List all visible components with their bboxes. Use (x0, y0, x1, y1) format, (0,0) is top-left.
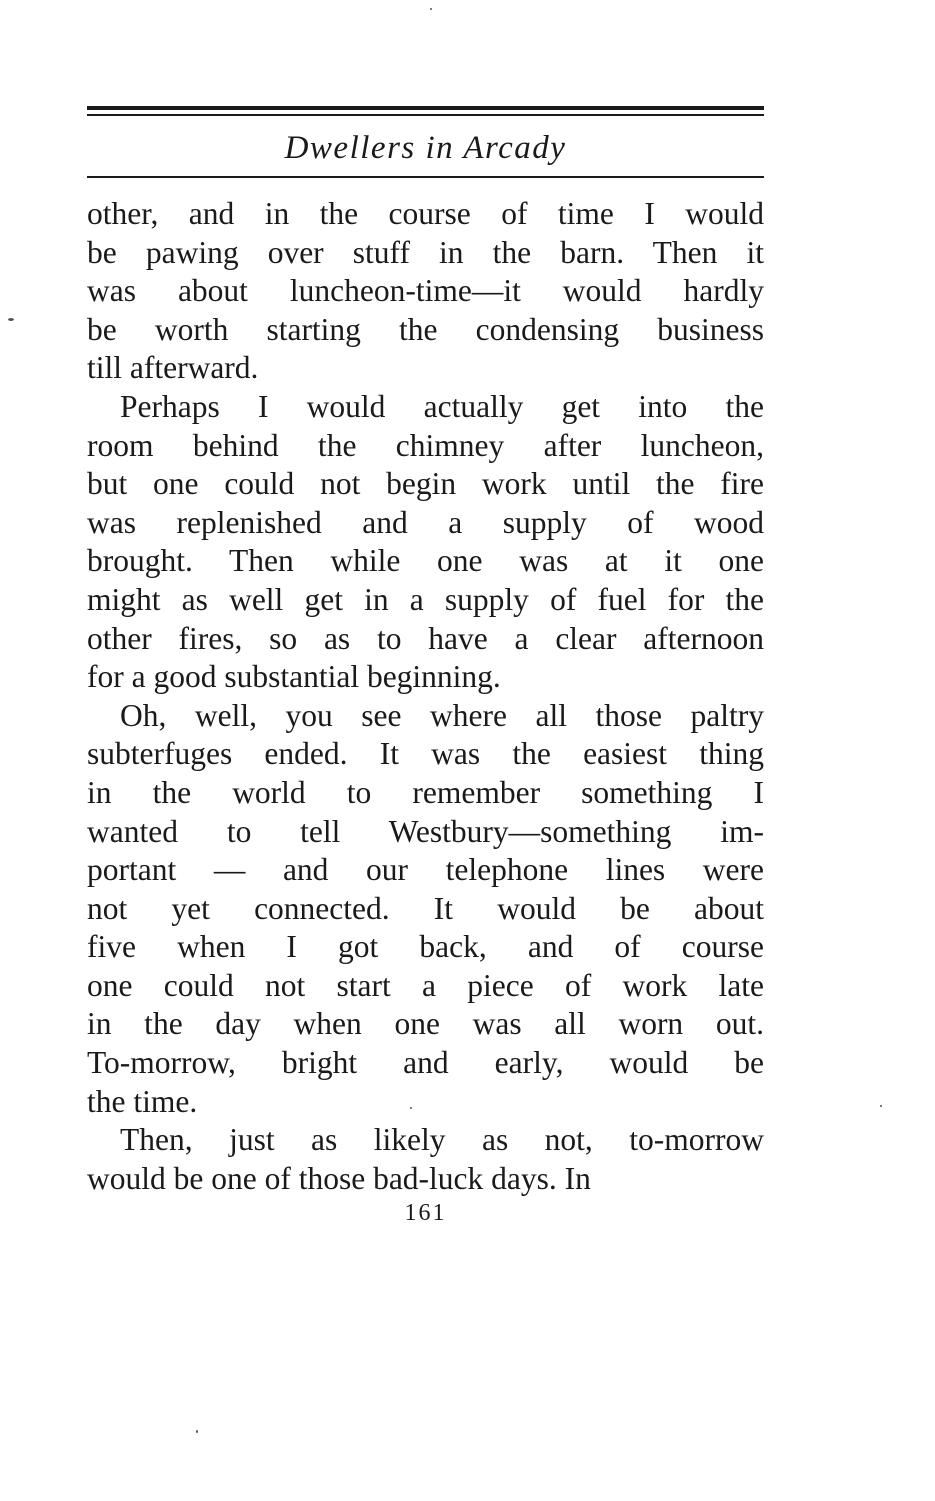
text-line: would be one of those bad-luck days. In (87, 1160, 591, 1196)
text-line: was replenished and a supply of wood (87, 504, 764, 540)
body-text (87, 195, 764, 1198)
text-line: portant — and our telephone lines were (87, 852, 764, 888)
paragraph (87, 195, 764, 388)
text-line: brought. Then while one was at it one (87, 543, 764, 579)
text-line: for a good substantial beginning. (87, 659, 501, 695)
text-line: might as well get in a supply of fuel for the (87, 581, 764, 617)
text-line: be pawing over stuff in the barn. Then it (87, 234, 764, 270)
text-line: the time. (87, 1083, 198, 1119)
text-line: be worth starting the condensing business (87, 311, 764, 347)
text-line: room behind the chimney after luncheon, (87, 427, 764, 463)
running-head: Dwellers in Arcady (284, 130, 567, 166)
text-line: in the world to remember something I (87, 774, 764, 810)
text-line: Perhaps I would actually get into the (120, 388, 764, 424)
scan-speck (880, 1105, 882, 1107)
header-rule-thin (87, 114, 764, 116)
text-line: Oh, well, you see where all those paltry (120, 697, 764, 733)
scan-speck (430, 8, 432, 10)
header-rule-thick (87, 106, 764, 110)
scan-speck (410, 1107, 412, 1109)
text-line: Then, just as likely as not, to-morrow (120, 1122, 764, 1158)
scan-speck (196, 1430, 198, 1433)
text-line: but one could not begin work until the fire (87, 466, 764, 502)
paragraph (87, 388, 764, 697)
text-line: subterfuges ended. It was the easiest thing (87, 736, 764, 772)
text-line: one could not start a piece of work late (87, 967, 764, 1003)
scan-speck (8, 318, 14, 321)
text-line: was about luncheon-time—it would hardly (87, 273, 764, 309)
paragraph (87, 1121, 764, 1198)
text-line: other, and in the course of time I would (87, 196, 764, 231)
text-line: other fires, so as to have a clear afternoon (87, 620, 764, 656)
text-line: till afterward. (87, 350, 259, 386)
paragraph (87, 697, 764, 1122)
text-line: five when I got back, and of course (87, 929, 764, 965)
text-line: in the day when one was all worn out. (87, 1006, 764, 1042)
text-line: To-morrow, bright and early, would be (87, 1045, 764, 1081)
header-underline (87, 176, 764, 178)
text-line: not yet connected. It would be about (87, 890, 764, 926)
page-number: 161 (404, 1200, 447, 1226)
text-line: wanted to tell Westbury—something im- (87, 813, 764, 849)
